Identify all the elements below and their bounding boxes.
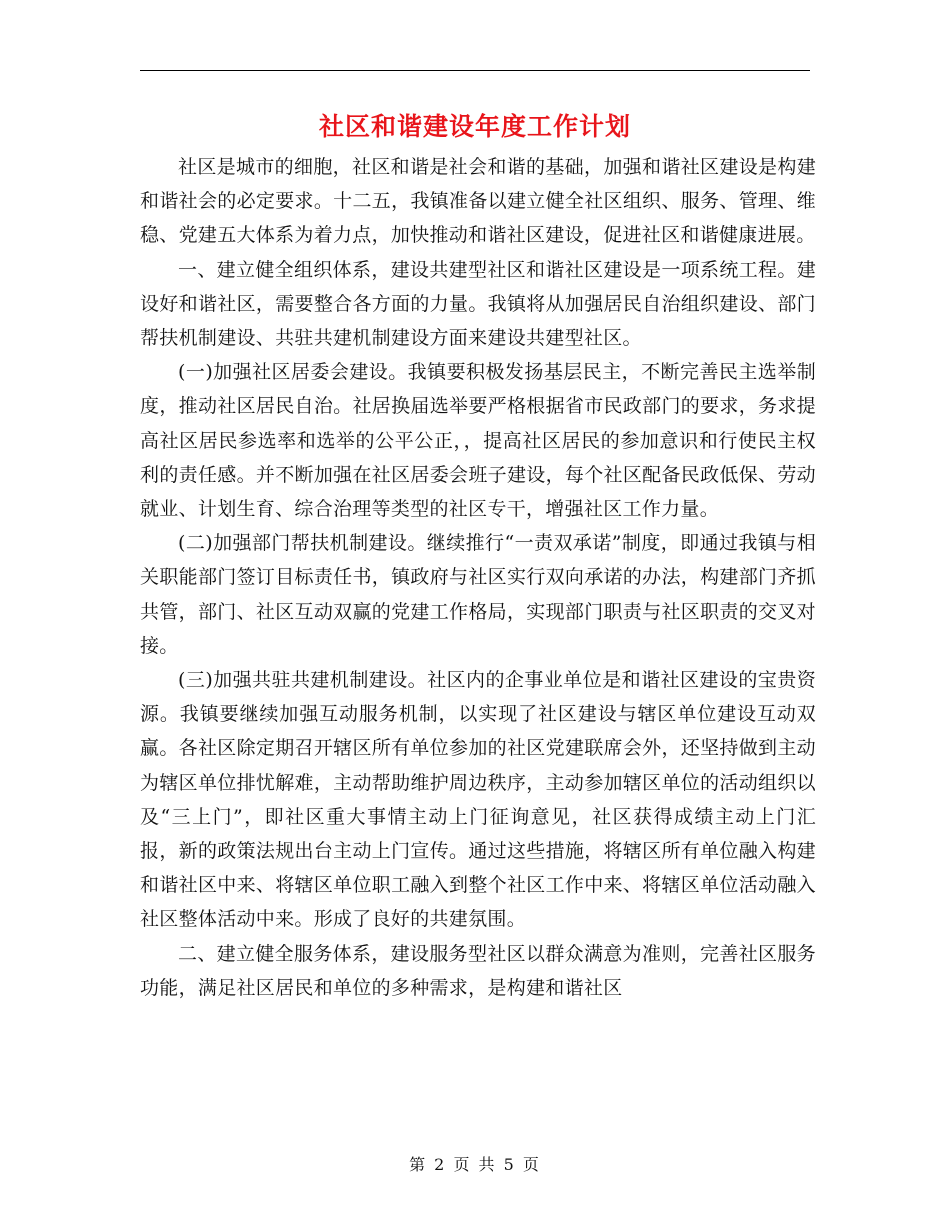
paragraph: 一、建立健全组织体系，建设共建型社区和谐社区建设是一项系统工程。建设好和谐社区，需要整合各方面的力量。我镇将从加强居民自治组织建设、部门帮扶机制建设、共驻共建机制建设方面来建设共建型社区。 — [140, 258, 816, 350]
paragraph: (二)加强部门帮扶机制建设。继续推行“一责双承诺”制度，即通过我镇与相关职能部门签订目标责任书，镇政府与社区实行双向承诺的办法，构建部门齐抓共管，部门、社区互动双赢的党建工作格局，实现部门职责与社区职责的交叉对接。 — [140, 532, 816, 657]
document-title: 社区和谐建设年度工作计划 — [318, 112, 631, 141]
paragraph: (一)加强社区居委会建设。我镇要积极发扬基层民主，不断完善民主选举制度，推动社区居民自治。社居换届选举要严格根据省市民政部门的要求，务求提高社区居民参选率和选举的公平公正，，提高社区居民的参加意识和行使民主权利的责任感。并不断加强在社区居委会班子建设，每个社区配备民政低保、劳动就业、计划生育、综合治理等类型的社区专干，增强社区工作力量。 — [140, 361, 816, 521]
page-footer: 第 2 页 共 5 页 — [409, 1155, 541, 1174]
paragraph: (三)加强共驻共建机制建设。社区内的企事业单位是和谐社区建设的宝贵资源。我镇要继续加强互动服务机制，以实现了社区建设与辖区单位建设互动双赢。各社区除定期召开辖区所有单位参加的社区党建联席会外，还坚持做到主动为辖区单位排忧解难，主动帮助维护周边秩序，主动参加辖区单位的活动组织以及“三上门”，即社区重大事情主动上门征询意见，社区获得成绩主动上门汇报，新的政策法规出台主动上门宣传。通过这些措施，将辖区所有单位融入构建和谐社区中来、将辖区单位职工融入到整个社区工作中来、将辖区单位活动融入社区整体活动中来。形成了良好的共建氛围。 — [140, 669, 816, 931]
document-body — [140, 150, 816, 1005]
paragraph: 社区是城市的细胞，社区和谐是社会和谐的基础，加强和谐社区建设是构建和谐社会的必定要求。十二五，我镇准备以建立健全社区组织、服务、管理、维稳、党建五大体系为着力点，加快推动和谐社区建设，促进社区和谐健康进展。 — [140, 156, 816, 247]
header-rule — [140, 70, 810, 71]
paragraph: 二、建立健全服务体系，建设服务型社区以群众满意为准则，完善社区服务功能，满足社区居民和单位的多种需求，是构建和谐社区 — [140, 942, 816, 999]
